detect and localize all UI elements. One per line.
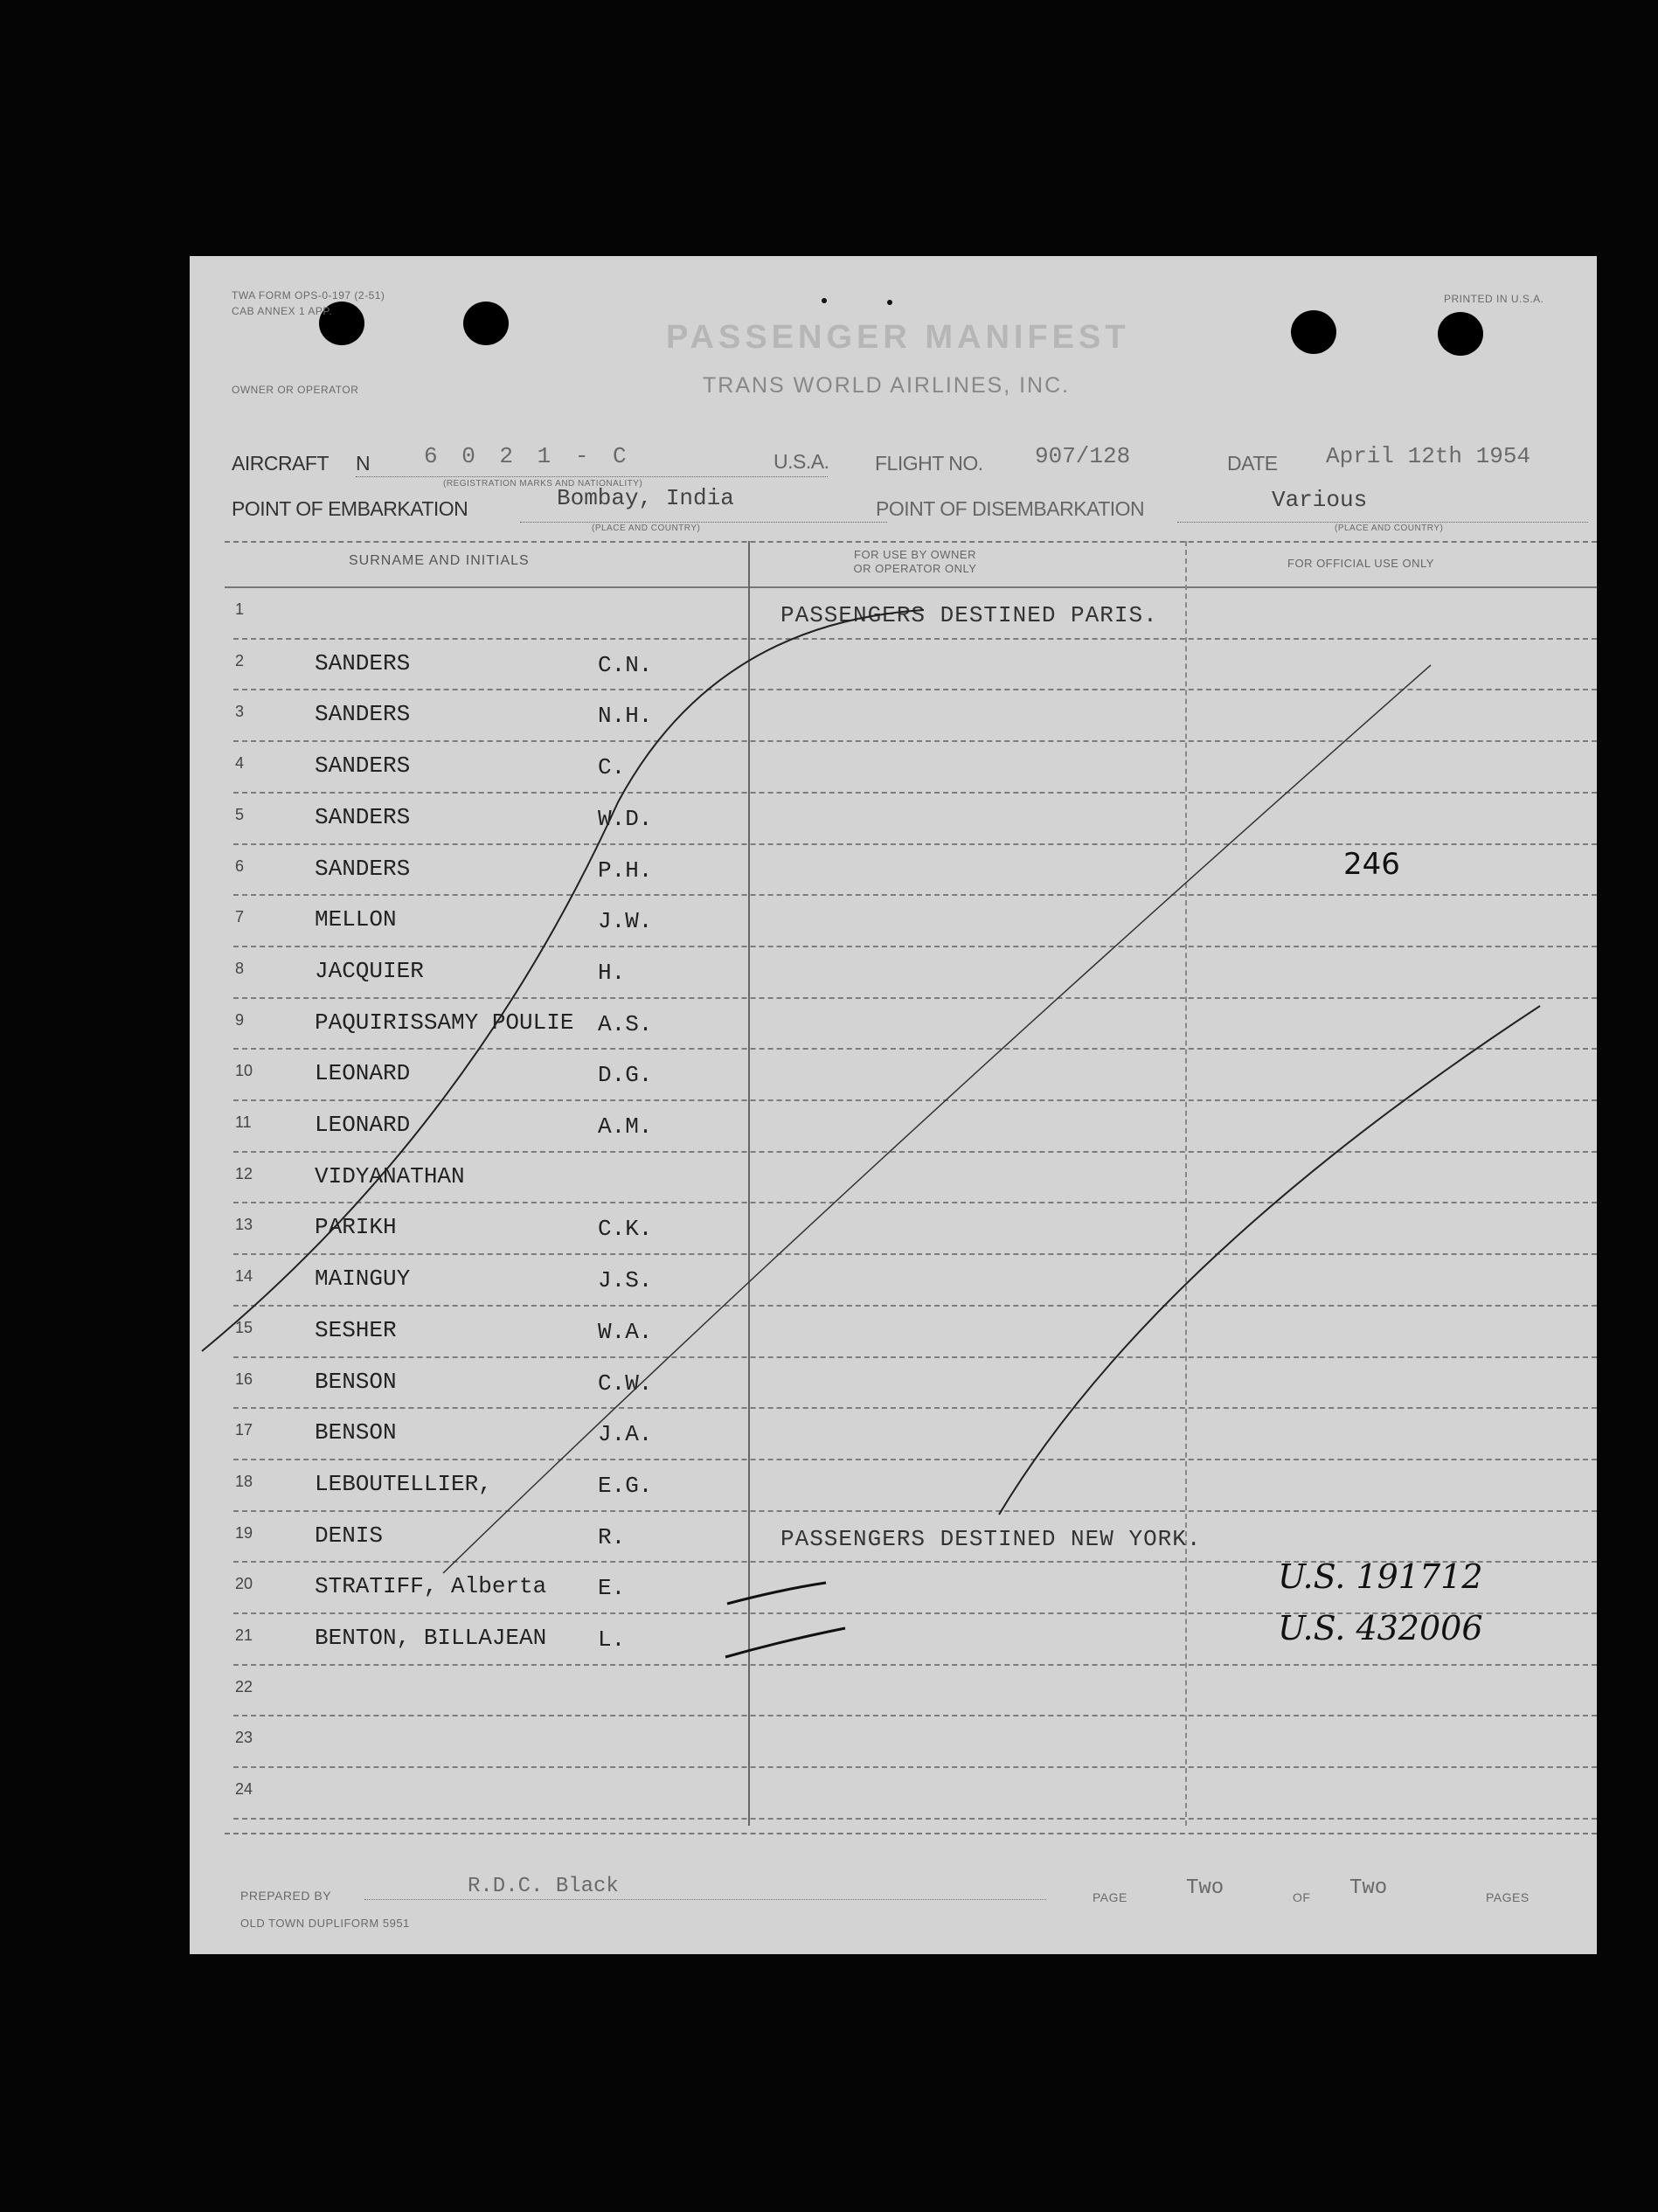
passenger-initials: W.D.	[598, 805, 653, 832]
row-number: 7	[235, 908, 245, 926]
passenger-initials: D.G.	[598, 1062, 653, 1089]
passenger-surname: BENSON	[315, 1368, 397, 1395]
row-number: 16	[235, 1369, 253, 1388]
page-total: Two	[1349, 1876, 1388, 1900]
of-label: OF	[1293, 1890, 1311, 1904]
row-number: 22	[235, 1677, 253, 1695]
passenger-surname: STRATIFF, Alberta	[315, 1573, 547, 1600]
pen-dash	[725, 1628, 845, 1657]
passenger-initials: E.	[598, 1575, 626, 1602]
flight-date: April 12th 1954	[1326, 443, 1531, 469]
owner-use-header: FOR USE BY OWNER OR OPERATOR ONLY	[853, 548, 977, 575]
passenger-initials: P.H.	[598, 856, 653, 884]
pen-stroke	[443, 665, 1431, 1573]
row-number: 13	[235, 1216, 253, 1234]
passenger-surname: BENTON, BILLAJEAN	[315, 1625, 547, 1651]
passenger-initials: E.G.	[598, 1472, 653, 1499]
embark-label: POINT OF EMBARKATION	[232, 497, 468, 520]
pen-stroke	[999, 1006, 1540, 1515]
owner-note: PASSENGERS DESTINED PARIS.	[780, 602, 1158, 628]
row-number: 2	[235, 651, 245, 669]
passenger-initials: C.	[598, 754, 626, 781]
passenger-surname: MAINGUY	[315, 1265, 411, 1293]
row-number: 21	[235, 1626, 253, 1644]
manifest-sheet	[190, 256, 1597, 1954]
passenger-surname: JACQUIER	[315, 957, 424, 984]
row-number: 9	[235, 1010, 245, 1029]
flight-number: 907/128	[1035, 443, 1131, 469]
passenger-surname: LEONARD	[315, 1112, 411, 1138]
aircraft-label: AIRCRAFT	[232, 452, 329, 475]
official-mark: U.S. 191712	[1278, 1557, 1483, 1597]
manifest-title: PASSENGER MANIFEST	[666, 319, 1130, 356]
aircraft-prefix: N	[356, 452, 371, 475]
row-number: 8	[235, 959, 245, 977]
passenger-initials: J.W.	[598, 908, 653, 935]
row-number: 15	[235, 1318, 253, 1336]
prepared-label: PREPARED BY	[240, 1889, 332, 1903]
page-label: PAGE	[1093, 1890, 1127, 1904]
passenger-initials: A.S.	[598, 1010, 653, 1037]
row-number: 6	[235, 856, 245, 875]
embark-place: Bombay, India	[557, 485, 734, 511]
passenger-surname: SESHER	[315, 1316, 397, 1343]
row-number: 19	[235, 1523, 253, 1542]
row-number: 17	[235, 1421, 253, 1439]
passenger-surname: LEBOUTELLIER,	[315, 1470, 492, 1497]
row-number: 14	[235, 1267, 253, 1286]
row-number: 12	[235, 1164, 253, 1182]
passenger-surname: VIDYANATHAN	[315, 1162, 465, 1189]
row-number: 3	[235, 703, 245, 721]
passenger-initials: H.	[598, 959, 626, 986]
pen-stroke	[202, 610, 924, 1351]
pages-label: PAGES	[1486, 1890, 1530, 1904]
pen-dash	[727, 1583, 826, 1604]
footer-rule	[225, 1833, 1597, 1834]
official-mark: 246	[1343, 846, 1400, 882]
passenger-surname: SANDERS	[315, 855, 411, 882]
printed-note: PRINTED IN U.S.A.	[1444, 293, 1544, 305]
row-number: 23	[235, 1729, 253, 1747]
passenger-initials: J.A.	[598, 1421, 653, 1448]
row-number: 11	[235, 1113, 252, 1131]
passenger-surname: SANDERS	[315, 701, 411, 728]
passenger-initials: N.H.	[598, 703, 653, 730]
passenger-surname: BENSON	[315, 1419, 397, 1446]
passenger-initials: R.	[598, 1523, 626, 1550]
passenger-surname: SANDERS	[315, 803, 411, 830]
registration-note: (REGISTRATION MARKS AND NATIONALITY)	[443, 479, 643, 489]
cab-note: CAB ANNEX 1 APP.	[232, 305, 333, 317]
disembark-place-note: (PLACE AND COUNTRY)	[1335, 524, 1444, 533]
prepared-by: R.D.C. Black	[468, 1875, 619, 1898]
aircraft-number: 6 0 2 1 - C	[424, 443, 632, 469]
passenger-initials: C.W.	[598, 1369, 653, 1397]
passenger-initials: W.A.	[598, 1318, 653, 1345]
passenger-surname: SANDERS	[315, 649, 411, 676]
passenger-initials: C.K.	[598, 1216, 653, 1243]
owner-label: OWNER OR OPERATOR	[232, 384, 359, 396]
embark-place-note: (PLACE AND COUNTRY)	[592, 524, 701, 533]
official-header: FOR OFFICIAL USE ONLY	[1287, 557, 1434, 570]
passenger-initials: J.S.	[598, 1267, 653, 1294]
row-number: 20	[235, 1575, 253, 1593]
row-number: 24	[235, 1780, 253, 1799]
passenger-surname: PAQUIRISSAMY POULIE	[315, 1009, 574, 1036]
printer-note: OLD TOWN DUPLIFORM 5951	[240, 1917, 410, 1930]
row-number: 5	[235, 805, 245, 823]
passenger-surname: LEONARD	[315, 1060, 411, 1087]
row-number: 1	[235, 600, 245, 618]
passenger-surname: DENIS	[315, 1522, 384, 1549]
form-code: TWA FORM OPS-0-197 (2-51)	[232, 289, 385, 302]
official-mark: U.S. 432006	[1278, 1609, 1483, 1647]
disembark-place: Various	[1272, 487, 1368, 513]
flight-label: FLIGHT NO.	[875, 452, 983, 475]
page-number: Two	[1186, 1876, 1224, 1900]
passenger-initials: C.N.	[598, 651, 653, 678]
pen-strokes	[190, 256, 1597, 1954]
row-number: 18	[235, 1472, 253, 1490]
surname-header: SURNAME AND INITIALS	[349, 553, 530, 568]
nationality: U.S.A.	[774, 450, 829, 473]
passenger-surname: PARIKH	[315, 1214, 397, 1241]
passenger-initials: A.M.	[598, 1113, 653, 1140]
disembark-label: POINT OF DISEMBARKATION	[876, 497, 1145, 520]
passenger-initials: L.	[598, 1626, 626, 1653]
owner-note: PASSENGERS DESTINED NEW YORK.	[780, 1525, 1202, 1552]
passenger-surname: SANDERS	[315, 752, 411, 780]
row-number: 10	[235, 1062, 253, 1080]
passenger-surname: MELLON	[315, 906, 397, 933]
date-label: DATE	[1227, 452, 1278, 475]
prepared-underline	[364, 1899, 1046, 1900]
row-number: 4	[235, 754, 245, 773]
airline-name: TRANS WORLD AIRLINES, INC.	[703, 373, 1071, 398]
